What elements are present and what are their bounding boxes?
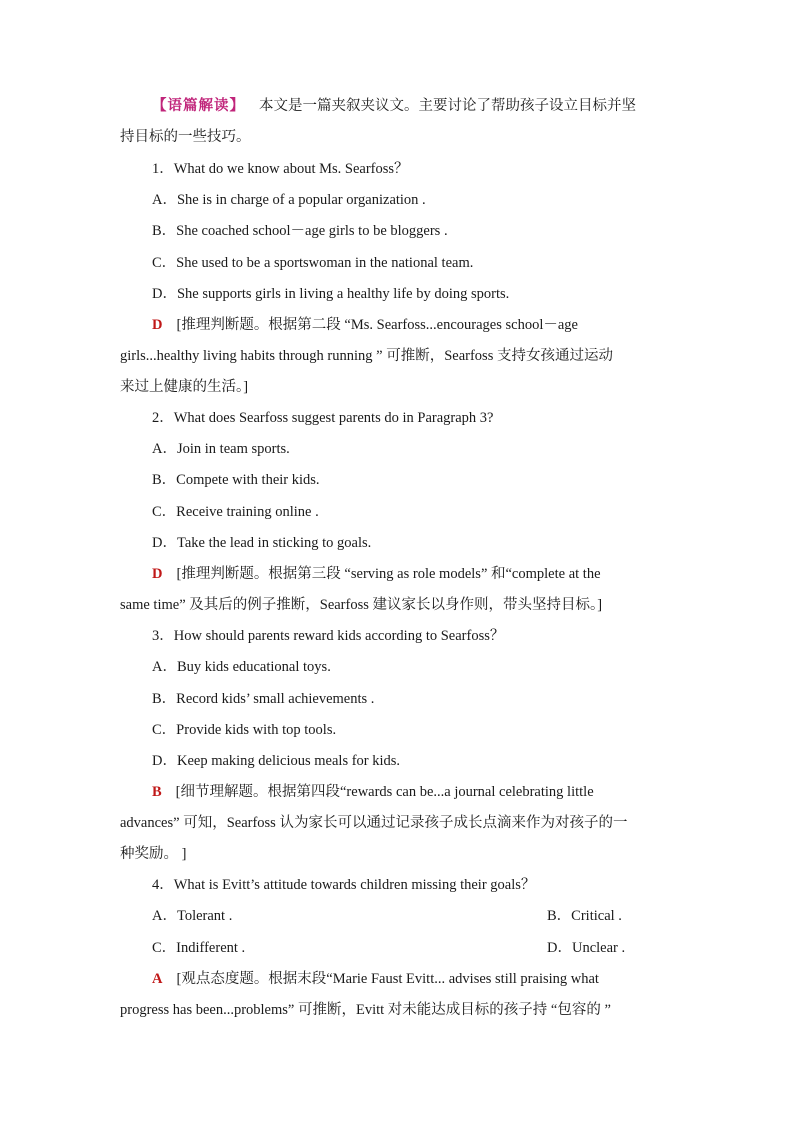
question-1-explanation-text-1: [推理判断题。根据第二段 “Ms. Searfoss...encourages school－age (176, 317, 578, 333)
question-3-option-c: C．Provide kids with top tools. (152, 722, 337, 738)
question-4-explanation-text-1: [观点态度题。根据末段“Marie Faust Evitt... advises still praising what (176, 971, 599, 987)
question-2-explanation-line-1 (152, 564, 676, 584)
question-3-option-a: A．Buy kids educational toys. (152, 659, 331, 675)
question-1-option-b: B．She coached school－age girls to be bloggers . (152, 223, 448, 239)
question-3-explanation-line-2: advances” 可知，Searfoss 认为家长可以通过记录孩子成长点滴来作为对孩子的一 (120, 815, 628, 831)
question-1-option-c: C．She used to be a sportswoman in the national team. (152, 255, 474, 271)
question-2-stem: 2．What does Searfoss suggest parents do in Paragraph 3? (152, 410, 494, 426)
question-3-option-b: B．Record kids’ small achievements . (152, 691, 375, 707)
question-1-explanation-line-2: girls...healthy living habits through running ” 可推断，Searfoss 支持女孩通过运动 (120, 348, 613, 364)
question-2-option-c: C．Receive training online . (152, 504, 319, 520)
question-1-option-d: D．She supports girls in living a healthy life by doing sports. (152, 286, 510, 302)
question-3-answer: B (152, 784, 162, 800)
question-2-option-b: B．Compete with their kids. (152, 472, 320, 488)
question-1-stem: 1．What do we know about Ms. Searfoss？ (152, 161, 409, 177)
question-4-explanation-line-2: progress has been...problems” 可推断，Evitt 对未能达成目标的孩子持 “包容的 ” (120, 1002, 611, 1018)
question-4-option-a: A．Tolerant . (152, 908, 233, 924)
question-3-option-d: D．Keep making delicious meals for kids. (152, 753, 401, 769)
question-4-option-c: C．Indifferent . (152, 940, 246, 956)
passage-analysis-line-2: 持目标的一些技巧。 (120, 129, 251, 145)
question-1-option-a: A．She is in charge of a popular organization . (152, 192, 426, 208)
question-3-stem: 3．How should parents reward kids according to Searfoss？ (152, 628, 505, 644)
question-4-answer: A (152, 971, 163, 987)
question-4-options-row-2 (152, 938, 676, 958)
question-2-option-d: D．Take the lead in sticking to goals. (152, 535, 372, 551)
passage-analysis-line-1 (152, 96, 676, 116)
question-2-explanation-line-2: same time” 及其后的例子推断，Searfoss 建议家长以身作则，带头坚持目标。] (120, 597, 603, 613)
question-3-explanation-line-3: 种奖励。 ] (120, 846, 187, 862)
question-3-explanation-text-1: [细节理解题。根据第四段“rewards can be...a journal celebrating little (175, 784, 594, 800)
question-4-stem: 4．What is Evitt’s attitude towards children missing their goals？ (152, 877, 536, 893)
question-2-explanation-text-1: [推理判断题。根据第三段 “serving as role models” 和“complete at the (176, 566, 601, 582)
question-4-options-row-1 (152, 906, 676, 926)
question-2-option-a: A．Join in team sports. (152, 441, 290, 457)
question-1-explanation-line-1 (152, 315, 676, 335)
question-4-option-d: D．Unclear . (547, 940, 626, 956)
passage-analysis-text-1: 本文是一篇夹叙夹议文。主要讨论了帮助孩子设立目标并坚 (259, 98, 636, 114)
question-4-option-b: B．Critical . (547, 908, 622, 924)
question-1-answer: D (152, 317, 163, 333)
question-1-explanation-line-3: 来过上健康的生活。] (120, 379, 249, 395)
question-3-explanation-line-1 (152, 782, 676, 802)
question-2-answer: D (152, 566, 163, 582)
passage-analysis-tag: 【语篇解读】 (152, 98, 245, 114)
question-4-explanation-line-1 (152, 969, 676, 989)
